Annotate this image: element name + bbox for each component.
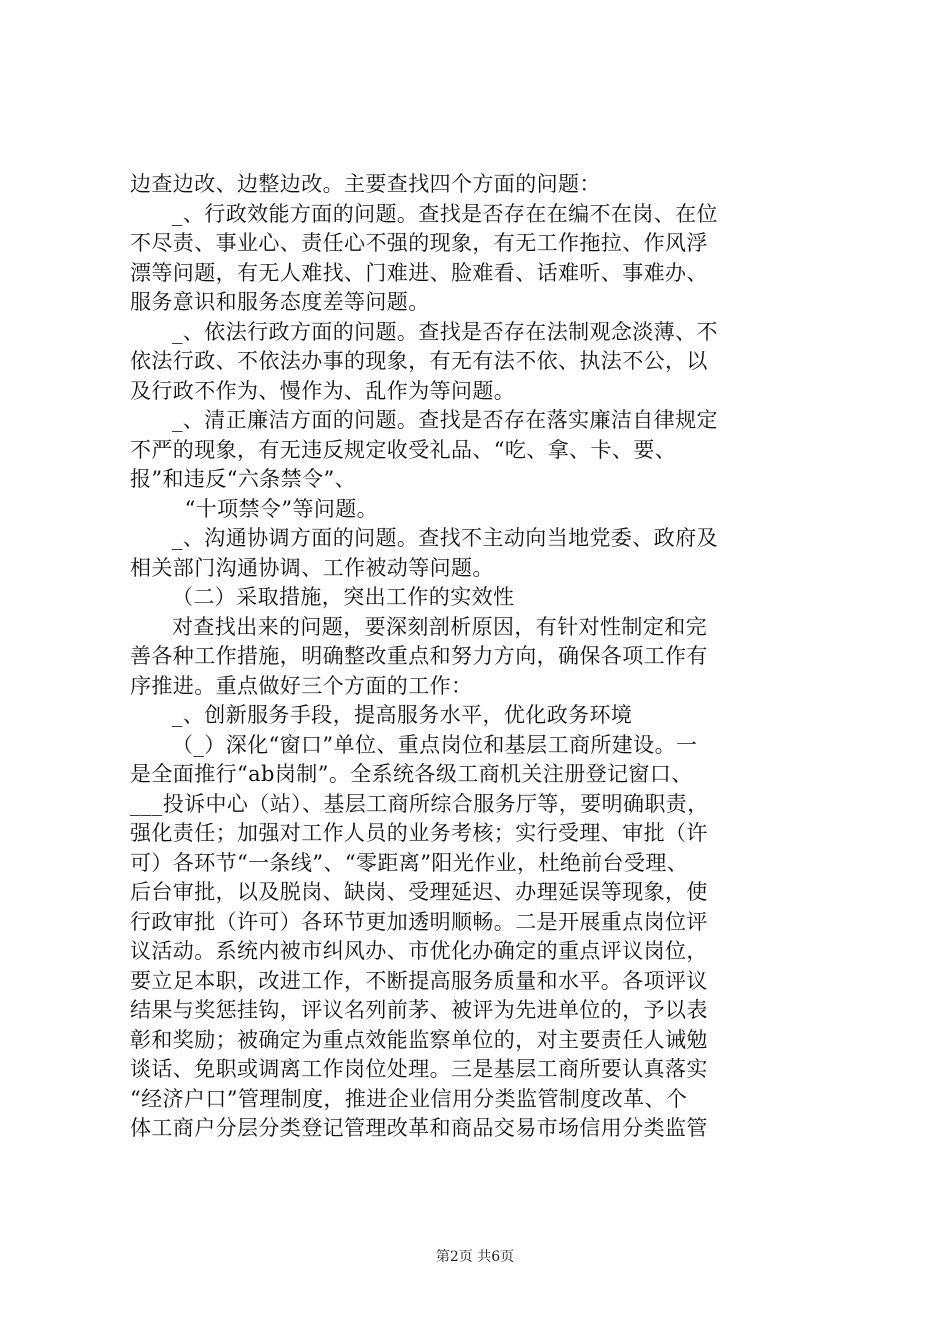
text-line: 彰和奖励；被确定为重点效能监察单位的，对主要责任人诫勉	[130, 1027, 708, 1052]
text-line: 及行政不作为、慢作为、乱作为等问题。	[130, 378, 516, 403]
text-line: _、行政效能方面的问题。查找是否存在在编不在岗、在位	[172, 201, 718, 226]
text-line: 行政审批（许可）各环节更加透明顺畅。二是开展重点岗位评	[130, 909, 708, 934]
text-line: 边查边改、边整边改。主要查找四个方面的问题：	[130, 172, 601, 196]
text-line: _、创新服务手段，提高服务水平，优化政务环境	[172, 703, 633, 727]
text-line: （_）深化“窗口”单位、重点岗位和基层工商所建设。一	[172, 732, 698, 757]
text-line: _、沟通协调方面的问题。查找不主动向当地党委、政府及	[172, 526, 718, 550]
text-line: 是全面推行“ab岗制”。全系统各级工商机关注册登记窗口、	[130, 762, 693, 786]
text-line: 可）各环节“一条线”、“零距离”阳光作业，杜绝前台受理、	[130, 850, 689, 875]
text-line: 序推进。重点做好三个方面的工作：	[130, 673, 473, 698]
text-line: 议活动。系统内被市纠风办、市优化办确定的重点评议岗位，	[130, 939, 708, 963]
text-line: _、依法行政方面的问题。查找是否存在法制观念淡薄、不	[172, 319, 718, 344]
text-line: 依法行政、不依法办事的现象，有无有法不依、执法不公，以	[130, 349, 708, 373]
text-line: 报”和违反“六条禁令”、	[130, 467, 357, 491]
text-line: 谈话、免职或调离工作岗位处理。三是基层工商所要认真落实	[130, 1057, 708, 1081]
text-line: 不尽责、事业心、责任心不强的现象，有无工作拖拉、作风浮	[130, 231, 708, 255]
text-line: _、清正廉洁方面的问题。查找是否存在落实廉洁自律规定	[172, 408, 718, 432]
text-line: 服务意识和服务态度差等问题。	[130, 290, 430, 314]
text-line: 要立足本职，改进工作，不断提高服务质量和水平。各项评议	[130, 968, 708, 993]
text-line: 强化责任；加强对工作人员的业务考核；实行受理、审批（许	[130, 821, 708, 845]
text-line: ___投诉中心（站）、基层工商所综合服务厅等，要明确职责，	[130, 791, 709, 816]
text-line: 后台审批，以及脱岗、缺岗、受理延迟、办理延误等现象，使	[130, 880, 708, 904]
text-line: 相关部门沟通协调、工作被动等问题。	[130, 555, 494, 580]
text-line: 对查找出来的问题，要深刻剖析原因，有针对性制定和完	[172, 614, 707, 639]
page-footer: 第2页 共6页	[435, 1249, 515, 1265]
text-line: 不严的现象，有无违反规定收受礼品、“吃、拿、卡、要、	[130, 437, 677, 462]
text-line: “经济户口”管理制度，推进企业信用分类监管制度改革、个	[130, 1086, 688, 1111]
text-line: 漂等问题，有无人难找、门难进、脸难看、话难听、事难办、	[130, 260, 708, 285]
text-line: （二）采取措施，突出工作的实效性	[172, 585, 515, 609]
text-line: 结果与奖惩挂钩，评议名列前茅、被评为先进单位的，予以表	[130, 998, 708, 1022]
text-line: 善各种工作措施，明确整改重点和努力方向，确保各项工作有	[130, 644, 708, 668]
document-body	[130, 170, 830, 1144]
text-line: 体工商户分层分类登记管理改革和商品交易市场信用分类监管	[130, 1116, 708, 1140]
text-line: “十项禁令”等问题。	[184, 496, 379, 521]
